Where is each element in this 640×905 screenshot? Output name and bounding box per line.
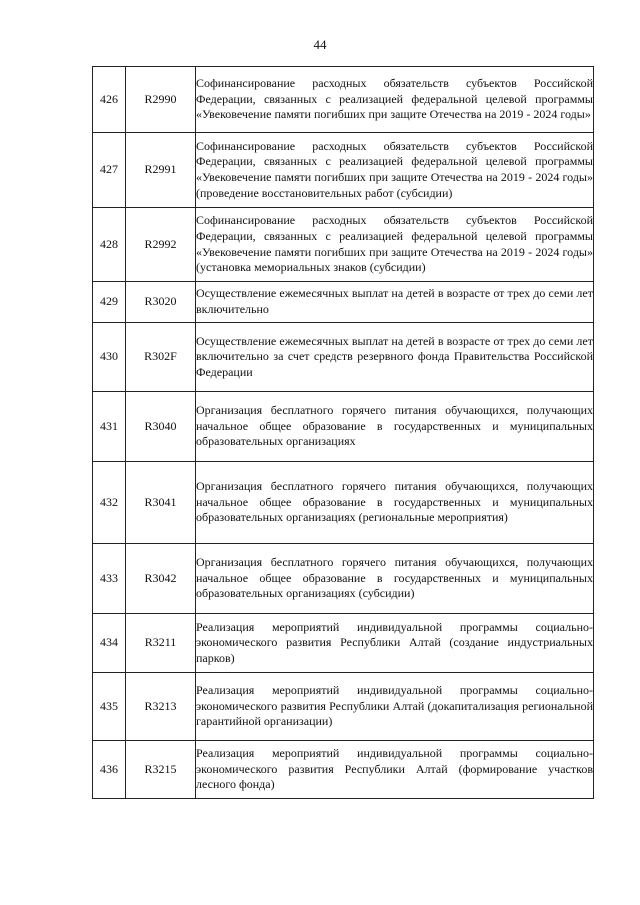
row-number: 434	[93, 614, 126, 673]
row-code: R3041	[126, 462, 196, 544]
row-code: R2991	[126, 133, 196, 208]
row-code: R3040	[126, 392, 196, 462]
row-description: Реализация мероприятий индивидуальной программы социально-экономического развития Республики Алтай (создание индустриальных парков)	[196, 619, 593, 665]
row-description-cell	[196, 323, 594, 392]
row-number: 436	[93, 741, 126, 799]
row-code: R3020	[126, 282, 196, 323]
row-code: R2990	[126, 67, 196, 133]
row-description: Организация бесплатного горячего питания обучающихся, получающих начальное общее образование в государственных и муниципальных образовательных организациях	[196, 403, 593, 449]
budget-classification-table	[92, 66, 594, 799]
row-description: Организация бесплатного горячего питания обучающихся, получающих начальное общее образование в государственных и муниципальных образовательных организациях (субсидии)	[196, 555, 593, 601]
table-row	[93, 208, 594, 282]
table-row	[93, 544, 594, 614]
row-description: Софинансирование расходных обязательств субъектов Российской Федерации, связанных с реализацией федеральной целевой программы «Увековечение памяти погибших при защите Отечества на 2019 - 2024 годы» (установка мемориальных знаков (субсидии)	[196, 213, 593, 275]
row-number: 431	[93, 392, 126, 462]
table-row	[93, 282, 594, 323]
row-description-cell	[196, 462, 594, 544]
table-row	[93, 323, 594, 392]
table-row	[93, 741, 594, 799]
row-description-cell	[196, 282, 594, 323]
row-description: Реализация мероприятий индивидуальной программы социально-экономического развития Республики Алтай (формирование участков лесного фонда)	[196, 746, 593, 792]
row-description-cell	[196, 614, 594, 673]
row-number: 428	[93, 208, 126, 282]
row-number: 429	[93, 282, 126, 323]
row-description: Осуществление ежемесячных выплат на детей в возрасте от трех до семи лет включительно за счет средств резервного фонда Правительства Российской Федерации	[196, 333, 593, 379]
row-number: 433	[93, 544, 126, 614]
row-number: 426	[93, 67, 126, 133]
row-description-cell	[196, 208, 594, 282]
row-code: R3215	[126, 741, 196, 799]
row-description: Организация бесплатного горячего питания обучающихся, получающих начальное общее образование в государственных и муниципальных образовательных организациях (региональные мероприятия)	[196, 479, 593, 525]
row-description: Реализация мероприятий индивидуальной программы социально-экономического развития Республики Алтай (докапитализация региональной гарантийной организации)	[196, 683, 593, 729]
row-number: 432	[93, 462, 126, 544]
row-description-cell	[196, 673, 594, 741]
row-number: 427	[93, 133, 126, 208]
table-row	[93, 673, 594, 741]
row-description: Софинансирование расходных обязательств субъектов Российской Федерации, связанных с реализацией федеральной целевой программы «Увековечение памяти погибших при защите Отечества на 2019 - 2024 годы»	[196, 76, 593, 122]
row-number: 435	[93, 673, 126, 741]
page-number: 44	[313, 37, 327, 52]
row-code: R3213	[126, 673, 196, 741]
row-code: R302F	[126, 323, 196, 392]
row-description-cell	[196, 544, 594, 614]
table-row	[93, 67, 594, 133]
row-description-cell	[196, 67, 594, 133]
table-row	[93, 614, 594, 673]
row-description: Осуществление ежемесячных выплат на детей в возрасте от трех до семи лет включительно	[196, 286, 593, 316]
row-description-cell	[196, 392, 594, 462]
row-description: Софинансирование расходных обязательств субъектов Российской Федерации, связанных с реализацией федеральной целевой программы «Увековечение памяти погибших при защите Отечества на 2019 - 2024 годы» (проведение восстановительных работ (субсидии)	[196, 138, 593, 200]
row-description-cell	[196, 741, 594, 799]
table-row	[93, 462, 594, 544]
table-row	[93, 133, 594, 208]
table-row	[93, 392, 594, 462]
row-description-cell	[196, 133, 594, 208]
row-code: R3211	[126, 614, 196, 673]
row-number: 430	[93, 323, 126, 392]
row-code: R3042	[126, 544, 196, 614]
row-code: R2992	[126, 208, 196, 282]
